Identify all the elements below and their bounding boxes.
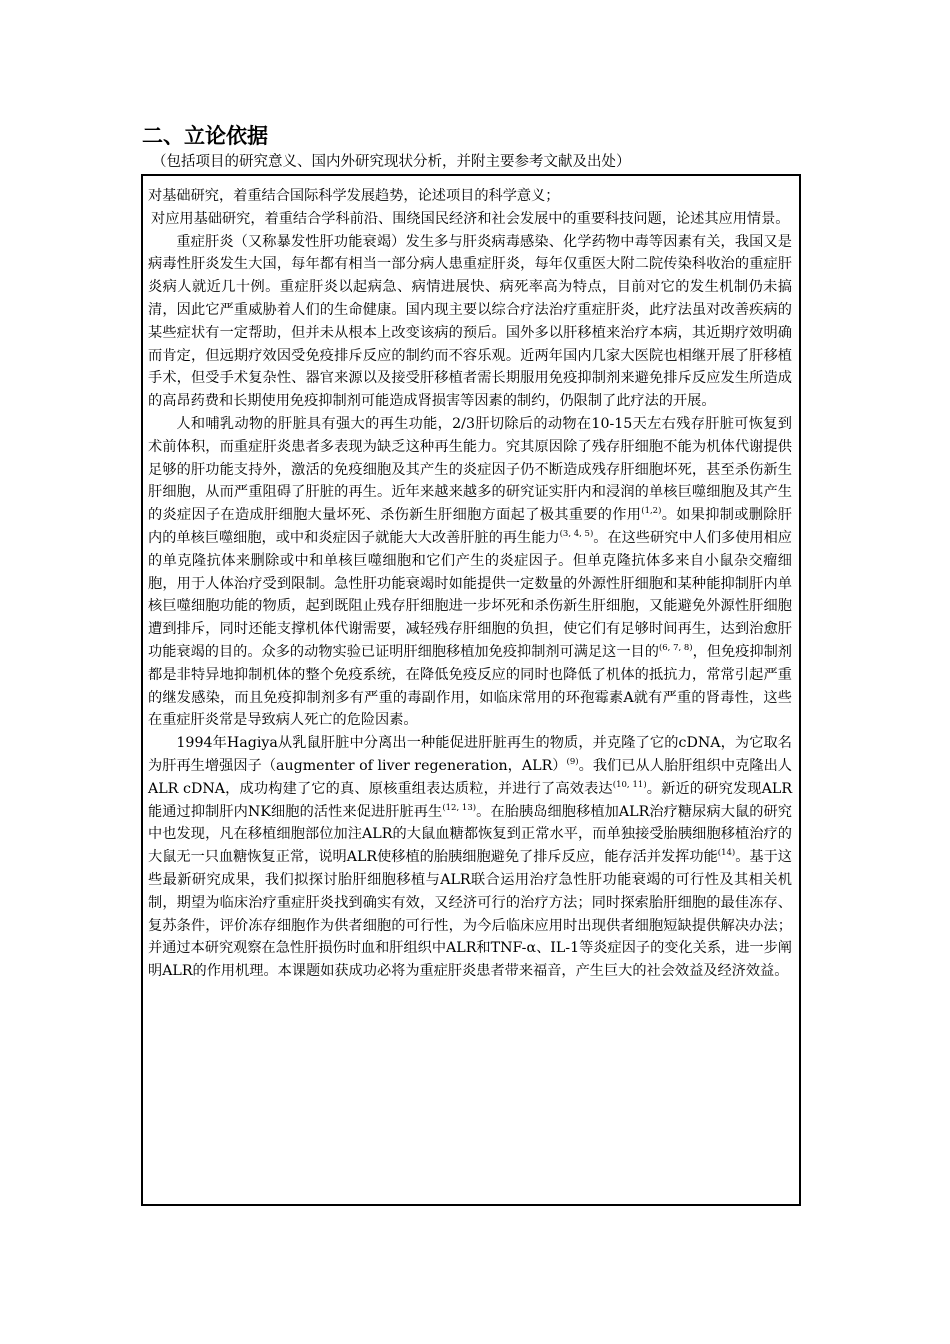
instruction-applied-research: 对应用基础研究，着重结合学科前沿、围绕国民经济和社会发展中的重要科技问题，论述其应用情景。 <box>151 210 790 227</box>
instruction-basic-research: 对基础研究，着重结合国际科学发展趋势，论述项目的科学意义； <box>148 188 560 204</box>
paragraph-3-text-5: 。基于这些最新研究成果，我们拟探讨胎肝细胞移植与ALR联合运用治疗急性肝功能衰竭的可行性及其相关机制，期望为临床治疗重症肝炎找到确实有效，又经济可行的治疗方法；同时探索胎肝细胞的最佳冻存、复苏条件，评价冻存细胞作为供者细胞的可行性，为今后临床应用时出现供者细胞短缺提供解决办法；并通过本研究观察在急性肝损伤时血和肝组织中ALR和TNF-α、IL-1等炎症因子的变化关系，进一步阐明ALR的作用机理。本课题如获成功必将为重症肝炎患者带来福音，产生巨大的社会效益及经济效益。 <box>148 849 792 980</box>
content-box <box>141 174 801 1206</box>
paragraph-3-text-1: 1994年Hagiya从乳鼠肝脏中分离出一种能促进肝脏再生的物质，并克隆了它的cDNA，为它取名为肝再生增强因子（augmenter of liver regeneration，ALR） <box>148 735 792 774</box>
paragraph-2-text-3: 。在这些研究中人们多使用相应的单克隆抗体来删除或中和单核巨噬细胞和它们产生的炎症因子。但单克隆抗体多来自小鼠杂交瘤细胞，用于人体治疗受到限制。急性肝功能衰竭时如能提供一定数量的外源性肝细胞和某种能抑制肝内单核巨噬细胞功能的物质，起到既阻止残存肝细胞进一步坏死和杀伤新生肝细胞，又能避免外源性肝细胞遭到排斥，同时还能支撑机体代谢需要，减轻残存肝细胞的负担，使它们有足够时间再生，达到治愈肝功能衰竭的目的。众多的动物实验已证明肝细胞移植加免疫抑制剂可满足这一目的 <box>148 529 792 660</box>
paragraph-2-text-1: 人和哺乳动物的肝脏具有强大的再生功能，2/3肝切除后的动物在10-15天左右残存肝脏可恢复到术前体积，而重症肝炎患者多表现为缺乏这种再生能力。究其原因除了残存肝细胞不能为机体代谢提供足够的肝功能支持外，激活的免疫细胞及其产生的炎症因子仍不断造成残存肝细胞坏死，甚至杀伤新生肝细胞，从而严重阻碍了肝脏的再生。近年来越来越多的研究证实肝内和浸润的单核巨噬细胞及其产生的炎症因子在造成肝细胞大量坏死、杀伤新生肝细胞方面起了极其重要的作用 <box>148 415 792 524</box>
paragraph-2 <box>148 413 792 732</box>
citation-10-11: (10, 11) <box>612 779 647 790</box>
citation-3-5: (3, 4, 5) <box>559 528 594 539</box>
citation-12-13: (12, 13) <box>442 802 477 813</box>
paragraph-3-text-4: 。在胎胰岛细胞移植加ALR治疗糖尿病大鼠的研究中也发现，凡在移植细胞部位加注ALR的大鼠血糖都恢复到正常水平，而单独接受胎胰细胞移植治疗的大鼠无一只血糖恢复正常，说明ALR使移植的胎胰细胞避免了排斥反应，能存活并发挥功能 <box>148 803 792 866</box>
paragraph-2-text-4: ，但免疫抑制剂都是非特异地抑制机体的整个免疫系统，在降低免疫反应的同时也降低了机体的抵抗力，常常引起严重的继发感染，而且免疫抑制剂多有严重的毒副作用，如临床常用的环孢霉素A就有严重的肾毒性，这些在重症肝炎常是导致病人死亡的危险因素。 <box>148 643 792 729</box>
paragraph-3 <box>148 732 792 983</box>
citation-14: (14) <box>717 848 736 859</box>
paragraph-3-text-3: 。新近的研究发现ALR能通过抑制肝内NK细胞的活性来促进肝脏再生 <box>148 780 793 820</box>
citation-9: (9) <box>566 756 579 767</box>
paragraph-2-text-2: 。如果抑制或删除肝内的单核巨噬细胞，或中和炎症因子就能大大改善肝脏的再生能力 <box>148 507 792 546</box>
section-heading: 二、立论依据 <box>142 124 268 148</box>
citation-1-2: (1,2) <box>641 506 662 517</box>
paragraph-3-text-2: 。我们已从人胎肝组织中克隆出人ALR cDNA，成功构建了它的真、原核重组表达质粒，并进行了高效表达 <box>148 757 792 797</box>
paragraph-1: 重症肝炎（又称暴发性肝功能衰竭）发生多与肝炎病毒感染、化学药物中毒等因素有关，我国又是病毒性肝炎发生大国，每年都有相当一部分病人患重症肝炎，每年仅重医大附二院传染科收治的重症肝炎病人就近几十例。重症肝炎以起病急、病情进展快、病死率高为特点，目前对它的发生机制仍未搞清，因此它严重威胁着人们的生命健康。国内现主要以综合疗法治疗重症肝炎，此疗法虽对改善疾病的某些症状有一定帮助，但并未从根本上改变该病的预后。国外多以肝移植来治疗本病，其近期疗效明确而肯定，但远期疗效因受免疫排斥反应的制约而不容乐观。近两年国内几家大医院也相继开展了肝移植手术，但受手术复杂性、器官来源以及接受肝移植者需长期服用免疫抑制剂来避免排斥反应发生所造成的高昂药费和长期使用免疫抑制剂可能造成肾损害等因素的制约，仍限制了此疗法的开展。 <box>148 233 792 410</box>
section-subheading: （包括项目的研究意义、国内外研究现状分析，并附主要参考文献及出处） <box>152 154 631 170</box>
citation-6-8: (6, 7, 8) <box>658 642 693 653</box>
